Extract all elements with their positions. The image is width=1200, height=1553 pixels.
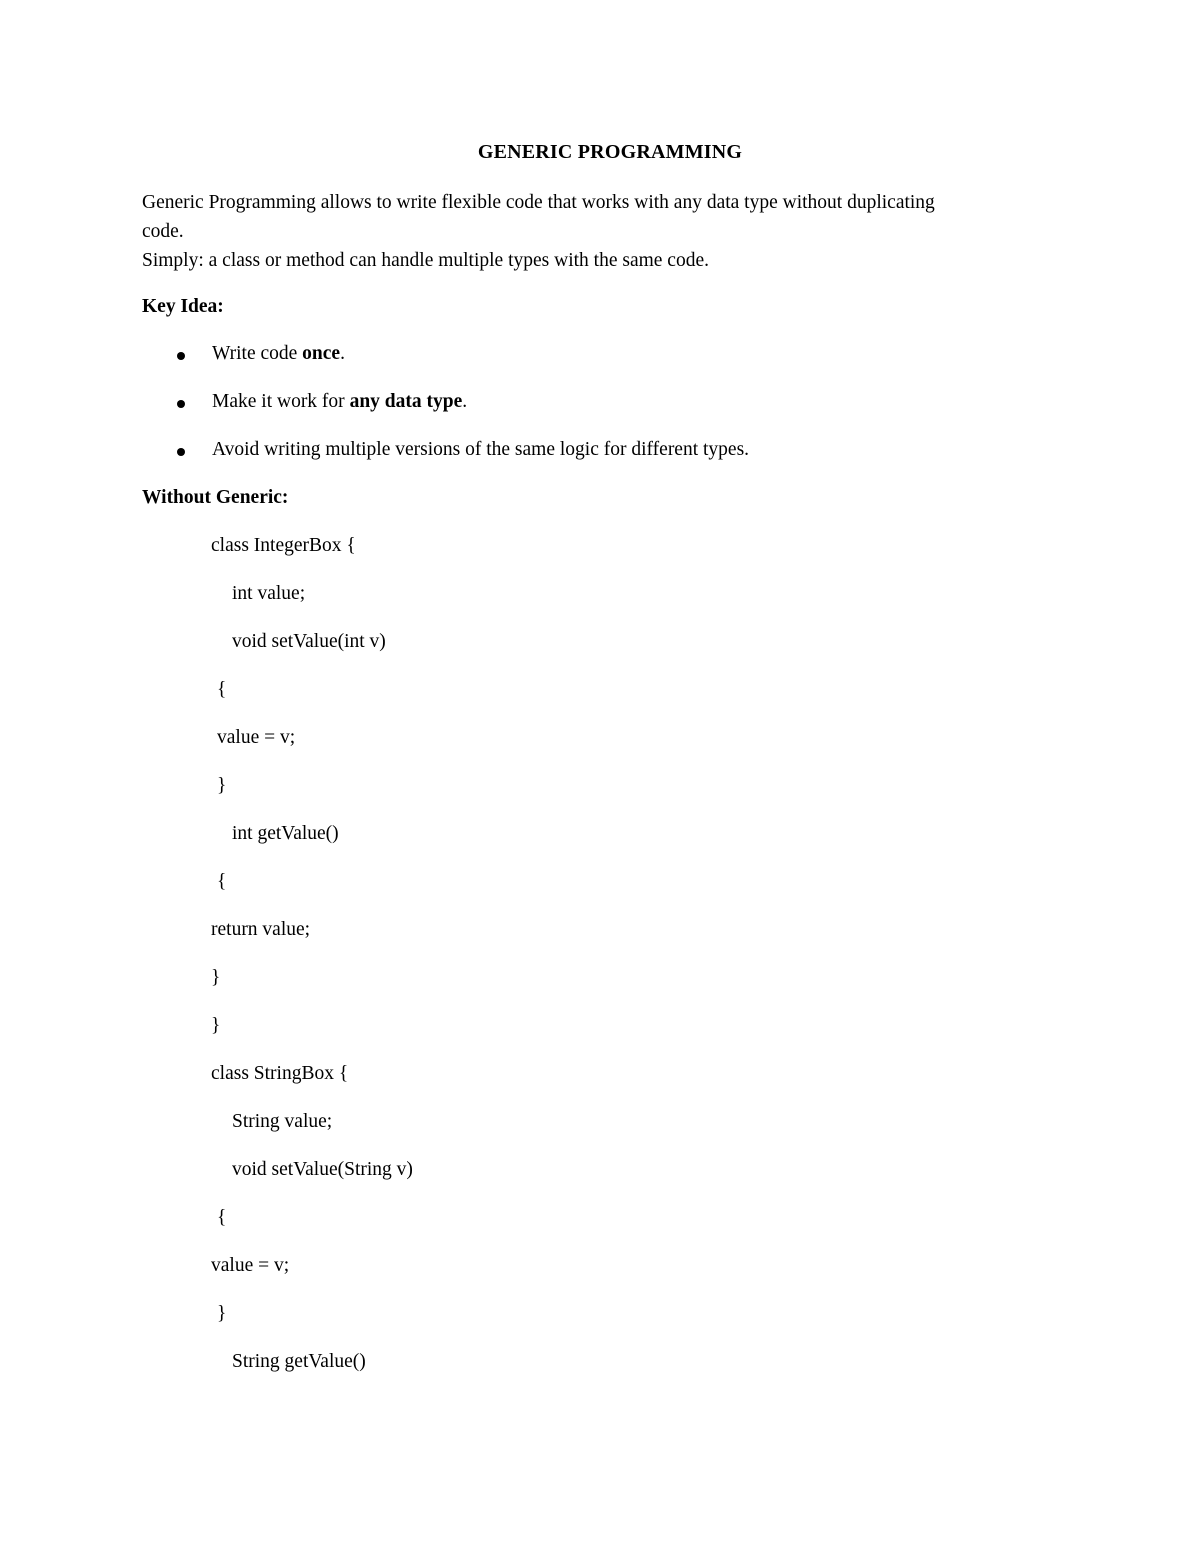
without-generic-heading: Without Generic: [142, 487, 289, 508]
code-line: value = v; [217, 727, 296, 748]
code-line: class IntegerBox { [211, 535, 356, 556]
code-line: void setValue(int v) [232, 631, 386, 652]
page-title: GENERIC PROGRAMMING [477, 141, 743, 163]
code-line: int getValue() [232, 823, 339, 844]
code-line: } [217, 1303, 227, 1324]
intro-line-3: Simply: a class or method can handle multiple types with the same code. [142, 250, 709, 271]
code-line: value = v; [211, 1255, 290, 1276]
bullet-icon [177, 448, 185, 456]
code-line: String getValue() [232, 1351, 366, 1372]
intro-paragraph [142, 188, 1042, 275]
code-line: void setValue(String v) [232, 1159, 413, 1180]
intro-line-1: Generic Programming allows to write flexible code that works with any data type without duplicating [142, 192, 935, 213]
document-page: GENERIC PROGRAMMING Generic Programming allows to write flexible code that works with any data type without duplicating code. Simply: a class or method can handle multiple types with the same code. Key Idea: Write code once. Make it work for any data type. Avoid writing multiple versions of the same logic for different types. Without Generic: class IntegerBox { int value; void setValue(int v) { value = v; } int getValue() { return value; } } class StringBox { String value; void setValue(String v) { value = v; } String getValue() [0, 0, 1200, 1553]
code-line: String value; [232, 1111, 333, 1132]
bullet-icon [177, 400, 185, 408]
code-line: return value; [211, 919, 311, 940]
code-line: } [211, 1015, 221, 1036]
code-line: int value; [232, 583, 306, 604]
key-idea-heading: Key Idea: [142, 296, 224, 317]
intro-line-2: code. [142, 221, 184, 242]
code-line: } [217, 775, 227, 796]
bullet-icon [177, 352, 185, 360]
code-line: class StringBox { [211, 1063, 349, 1084]
code-line: { [217, 871, 227, 892]
code-line: { [217, 1207, 227, 1228]
code-line: } [211, 967, 221, 988]
code-line: { [217, 679, 227, 700]
